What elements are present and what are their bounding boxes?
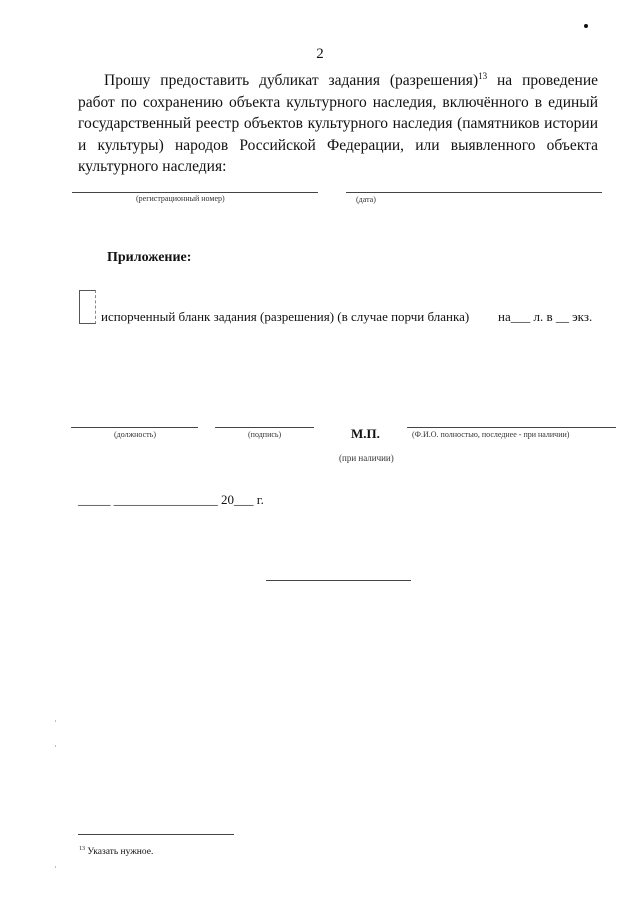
document-date-row[interactable]: _____ ________________ 20___ г.	[78, 492, 264, 507]
page-number: 2	[316, 46, 324, 62]
request-line1-text: Прошу предоставить дубликат задания (разрешения)	[104, 72, 479, 89]
footnote	[79, 846, 153, 857]
margin-mark	[55, 745, 56, 747]
attachment-heading: Приложение:	[107, 250, 192, 265]
footnote-number: 13	[79, 846, 85, 852]
date-caption: (дата)	[356, 195, 376, 204]
footnote-text: Указать нужное.	[85, 847, 154, 857]
ink-dot	[584, 24, 588, 28]
full-name-line[interactable]	[407, 427, 616, 428]
closing-separator	[266, 580, 411, 581]
position-line[interactable]	[71, 427, 198, 428]
date-line-field[interactable]	[346, 192, 602, 193]
request-paragraph	[78, 70, 598, 178]
request-line1-tail: на проведение работ	[78, 72, 598, 111]
signature-caption: (подпись)	[248, 430, 282, 439]
full-name-caption: (Ф.И.О. полностью, последнее - при наличии)	[412, 430, 570, 439]
footnote-separator	[78, 834, 234, 835]
stamp-label: М.П.	[351, 426, 380, 441]
request-first-line	[78, 70, 598, 178]
position-caption: (должность)	[114, 430, 156, 439]
stamp-note: (при наличии)	[339, 453, 394, 463]
signature-line[interactable]	[215, 427, 314, 428]
request-body-text: по сохранению объекта культурного наследия, включённого в единый государственный реестр объектов культурного наследия (памятников истории и культуры) народов Российской Федерации, или выявленного объекта культурного наследия:	[78, 93, 598, 175]
footnote-reference: 13	[478, 71, 488, 81]
attachment-checkbox[interactable]	[79, 290, 96, 324]
margin-mark	[55, 866, 56, 868]
registration-number-line[interactable]	[72, 192, 318, 193]
margin-mark	[55, 720, 56, 722]
attachment-copies: на___ л. в __ экз.	[498, 309, 593, 324]
attachment-item-text: испорченный бланк задания (разрешения) (в случае порчи бланка)	[101, 309, 470, 324]
registration-number-caption: (регистрационный номер)	[136, 194, 225, 203]
